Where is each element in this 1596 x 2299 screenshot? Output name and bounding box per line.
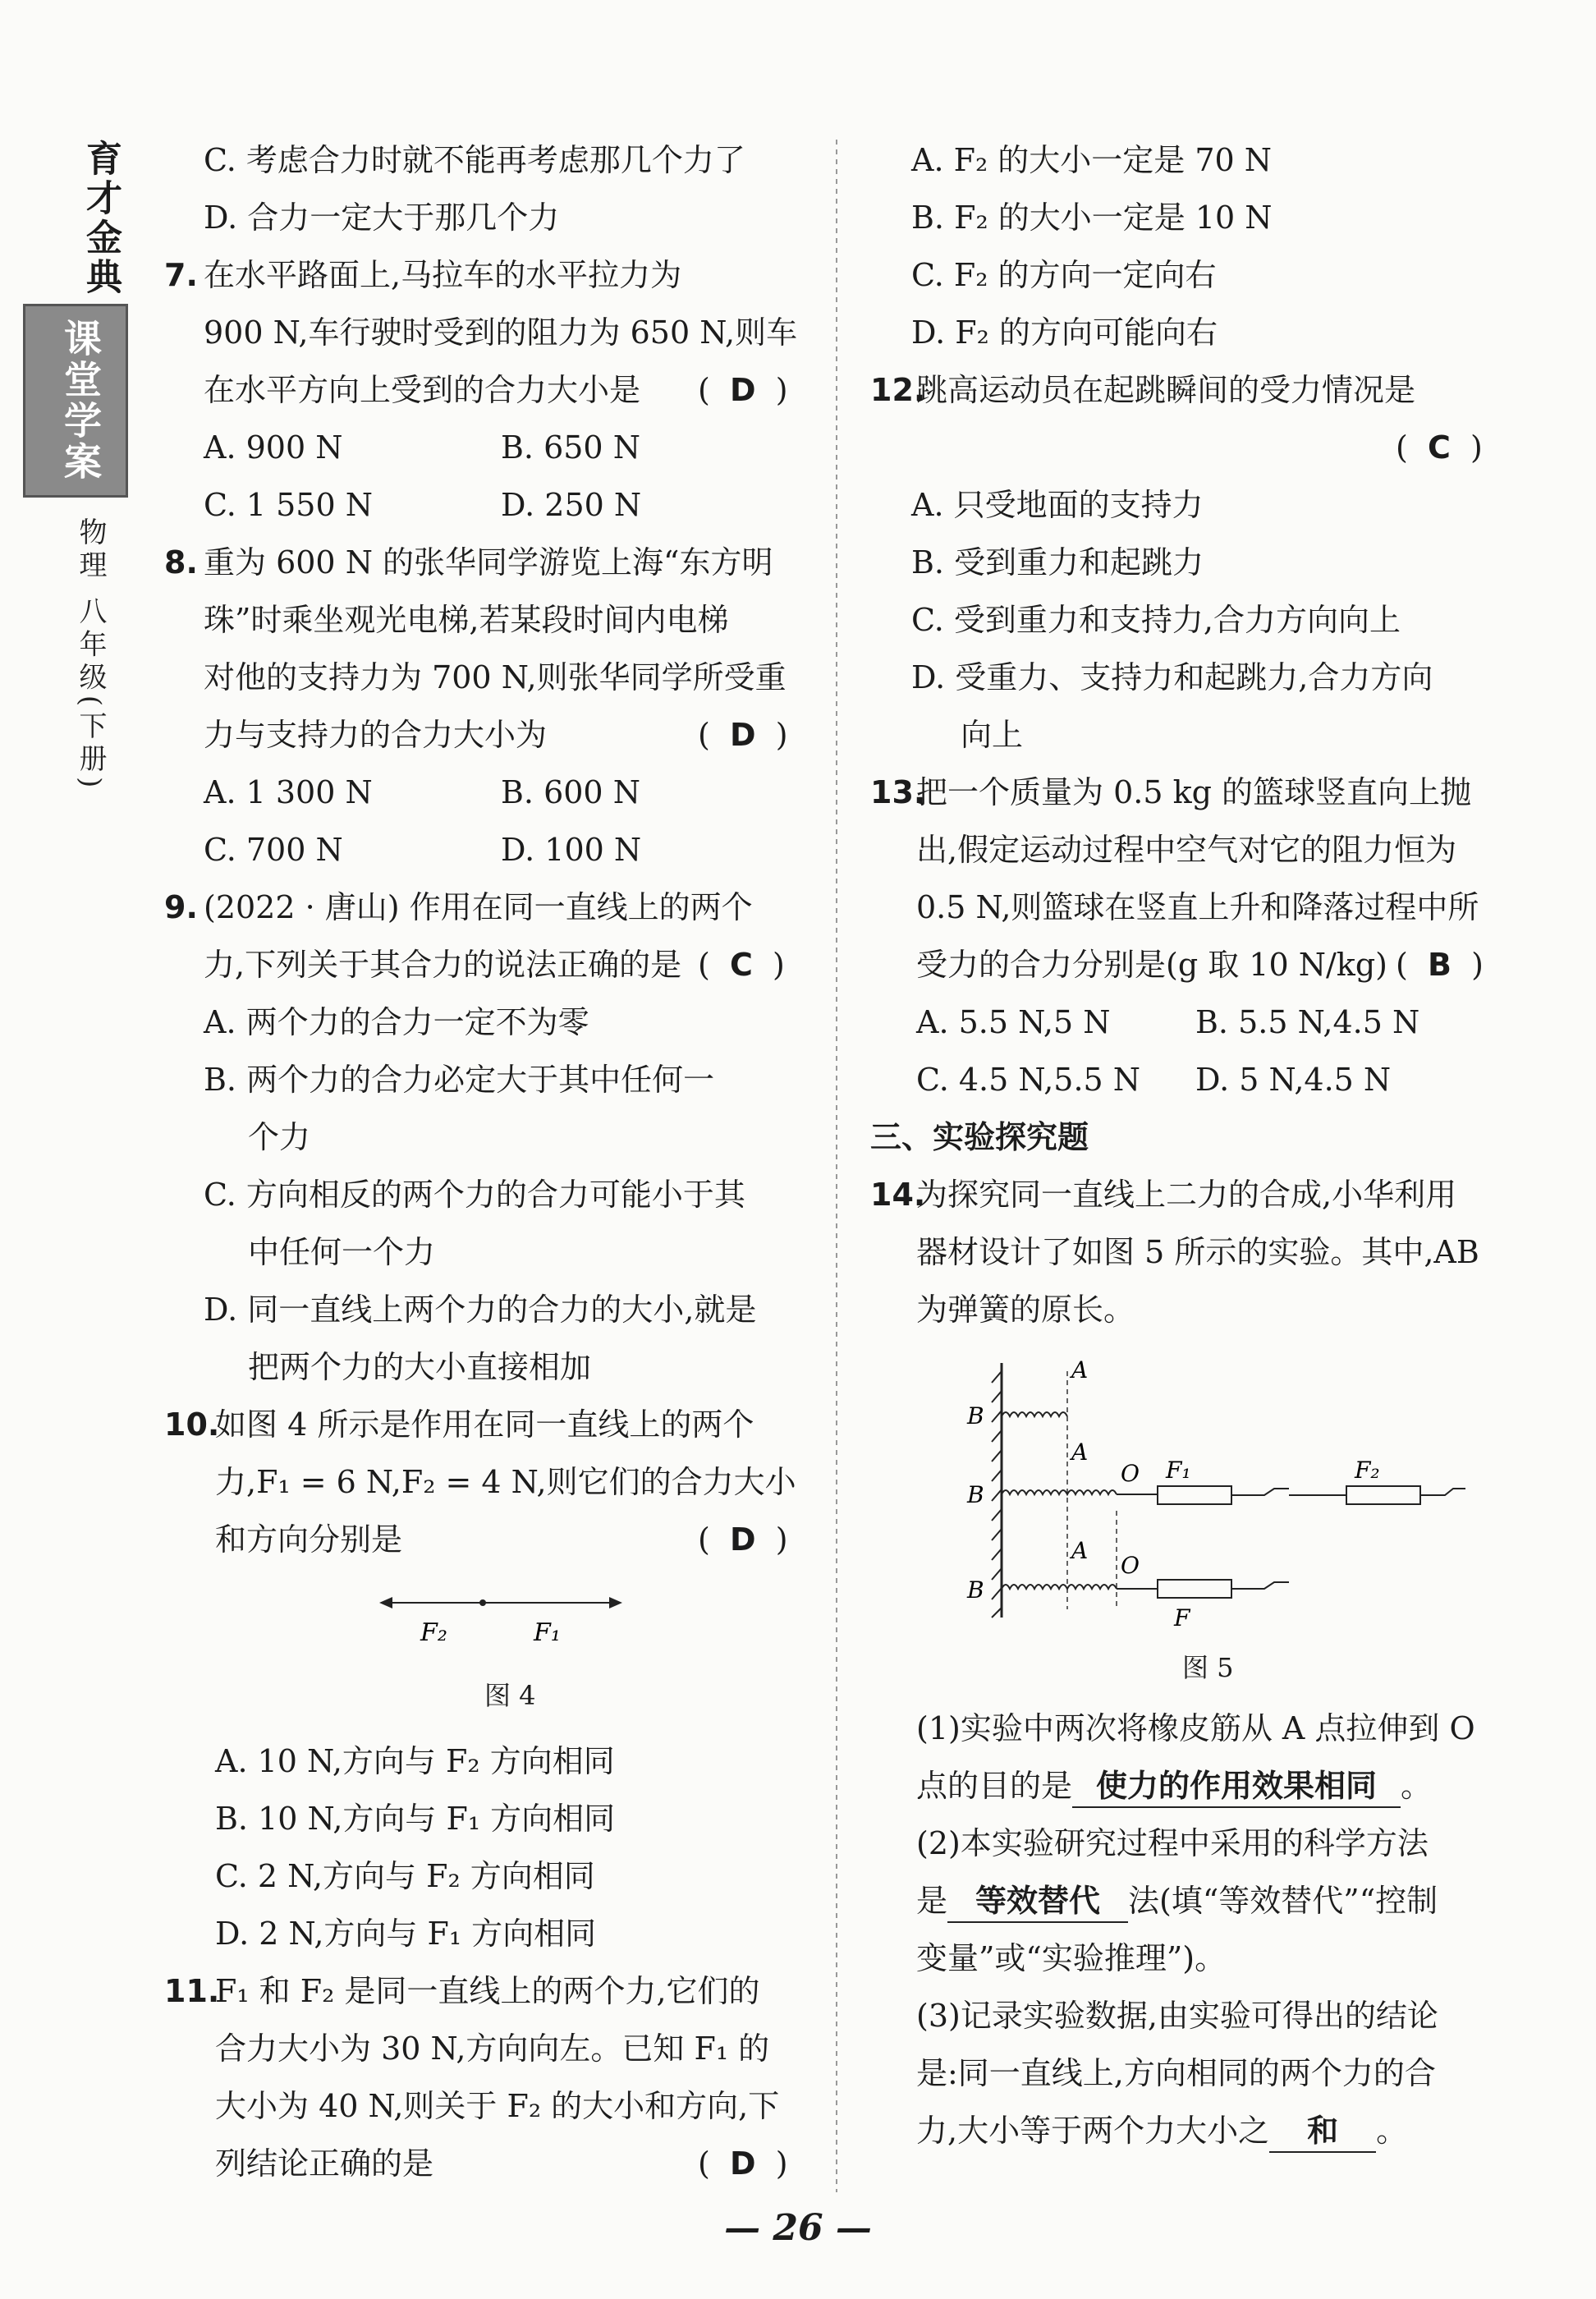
q13-number: 13. [870,774,926,810]
series-tag: 课堂学案 [23,304,128,498]
q12-answer-box: ( C ) [1396,429,1483,466]
q8-line: 力与支持力的合力大小为 [204,717,548,753]
q10-option: D. 2 N,方向与 F₁ 方向相同 [215,1916,597,1952]
q14-part1-line: (1)实验中两次将橡皮筋从 A 点拉伸到 O [916,1710,1475,1746]
brand-title: 育才金典 [80,140,122,297]
q14-part1-text: 点的目的是 [916,1768,1073,1804]
q9-line: (2022 · 唐山) 作用在同一直线上的两个 [204,889,753,925]
q11-line: F₁ 和 F₂ 是同一直线上的两个力,它们的 [215,1973,760,2009]
force-origin-point [479,1599,486,1606]
q11-option: C. F₂ 的方向一定向右 [911,257,1217,293]
spring-scale-f2 [1346,1486,1420,1504]
q8-number: 8. [164,544,198,580]
f2-label: F₂ [420,1618,447,1647]
q14-line: 为弹簧的原长。 [916,1292,1135,1328]
page-number: — 26 — [724,2207,872,2249]
hand-f2 [1420,1489,1465,1495]
spring-scale-f [1158,1580,1231,1598]
q7-line: 在水平路面上,马拉车的水平拉力为 [204,257,682,293]
q14-part3-line: (3)记录实验数据,由实验可得出的结论 [916,1998,1438,2034]
q12-line: 跳高运动员在起跳瞬间的受力情况是 [916,372,1416,408]
q8-line: 对他的支持力为 700 N,则张华同学所受重 [204,659,787,695]
q13-option-a: A. 5.5 N,5 N [916,1004,1111,1040]
label-a: A [1071,1356,1089,1384]
q14-part3-end: 。 [1376,2113,1408,2149]
q10-answer: D [729,1521,756,1558]
q8-option-a: A. 1 300 N [204,774,373,810]
q14-part2-line [916,1880,1438,1923]
section-heading: 三、实验探究题 [870,1119,1089,1155]
q14-part3-text: 力,大小等于两个力大小之 [916,2113,1270,2149]
q7-line: 900 N,车行驶时受到的阻力为 650 N,则车 [204,314,798,351]
q7-line: 在水平方向上受到的合力大小是 [204,372,641,408]
q8-answer-box: ( D ) [698,717,788,753]
column-divider [836,140,837,2192]
q13-line: 受力的合力分别是(g 取 10 N/kg) [916,947,1387,983]
q14-part1-end: 。 [1401,1768,1433,1804]
q11-answer-box: ( D ) [698,2145,788,2182]
q12-number: 12. [870,372,926,408]
label-o: O [1121,1552,1140,1579]
q10-line: 和方向分别是 [215,1521,403,1558]
q13-line: 0.5 N,则篮球在竖直上升和降落过程中所 [916,889,1479,925]
q9-answer-box: ( C ) [698,947,785,983]
q8-answer: D [729,717,756,753]
q9-option: B. 两个力的合力必定大于其中任何一 [204,1062,715,1098]
spring-stretched-one-force [1002,1585,1117,1589]
label-b: B [967,1481,984,1508]
q14-part2-line: 变量”或“实验推理”)。 [916,1940,1227,1976]
q12-option: 向上 [961,717,1024,753]
label-a: A [1071,1537,1089,1564]
q11-line: 大小为 40 N,则关于 F₂ 的大小和方向,下 [215,2088,780,2124]
q10-option: C. 2 N,方向与 F₂ 方向相同 [215,1858,595,1894]
q12-option: D. 受重力、支持力和起跳力,合力方向 [911,659,1433,695]
q9-option: 个力 [248,1119,311,1155]
label-o: O [1121,1460,1140,1487]
q7-number: 7. [164,257,198,293]
label-f2: F₂ [1355,1457,1380,1484]
q7-option-a: A. 900 N [204,429,343,466]
q10-number: 10. [164,1406,220,1443]
q11-number: 11. [164,1973,220,2009]
q7-answer: D [729,372,756,408]
q9-line: 力,下列关于其合力的说法正确的是 [204,947,682,983]
q11-option: D. F₂ 的方向可能向右 [911,314,1218,351]
figure-5-caption: 图 5 [1182,1652,1234,1683]
q14-part3-line [916,2110,1407,2153]
q14-part2-line: (2)本实验研究过程中采用的科学方法 [916,1825,1429,1861]
q14-part2-text: 法(填“等效替代”“控制 [1128,1883,1438,1919]
q11-answer: D [729,2145,756,2182]
wall-hatching [992,1371,1002,1618]
q11-option: B. F₂ 的大小一定是 10 N [911,200,1273,236]
q7-option-b: B. 650 N [501,429,640,466]
q14-line: 为探究同一直线上二力的合成,小华利用 [916,1177,1457,1213]
q9-answer: C [729,947,753,983]
q14-part3-blank[interactable]: 和 [1269,2110,1376,2153]
figure-5 [961,1355,1470,1634]
q10-option: B. 10 N,方向与 F₁ 方向相同 [215,1801,616,1837]
q12-option: A. 只受地面的支持力 [911,487,1204,523]
q9-number: 9. [164,889,198,925]
q9-option: C. 方向相反的两个力的合力可能小于其 [204,1177,745,1213]
q13-option-b: B. 5.5 N,4.5 N [1195,1004,1420,1040]
q13-line: 出,假定运动过程中空气对它的阻力恒为 [916,832,1457,868]
label-a: A [1071,1439,1089,1466]
q10-line: 如图 4 所示是作用在同一直线上的两个 [215,1406,754,1443]
spring-scale-f1 [1158,1486,1231,1504]
q7-option-c: C. 1 550 N [204,487,373,523]
q9-option: 把两个力的大小直接相加 [248,1349,592,1385]
q13-answer-box: ( B ) [1396,947,1484,983]
q14-number: 14. [870,1177,926,1213]
q12-option: C. 受到重力和支持力,合力方向向上 [911,602,1401,638]
q14-part1-blank[interactable]: 使力的作用效果相同 [1072,1765,1401,1808]
q14-line: 器材设计了如图 5 所示的实验。其中,AB [916,1234,1479,1270]
subject-label: 物理 八年级(下册) [74,517,107,793]
label-f: F [1174,1604,1190,1631]
q9-option: A. 两个力的合力一定不为零 [204,1004,589,1040]
hand-f1 [1231,1489,1289,1495]
q8-line: 珠”时乘坐观光电梯,若某段时间内电梯 [204,602,729,638]
q14-part3-line: 是:同一直线上,方向相同的两个力的合 [916,2055,1436,2091]
spring-stretched-two-forces [1002,1490,1117,1494]
q13-option-d: D. 5 N,4.5 N [1195,1062,1392,1098]
q9-option: 中任何一个力 [248,1234,436,1270]
f2-arrowhead [379,1597,392,1608]
label-f1: F₁ [1166,1457,1191,1484]
q13-line: 把一个质量为 0.5 kg 的篮球竖直向上抛 [916,774,1472,810]
label-b: B [967,1402,984,1429]
q14-part1-line [916,1765,1432,1808]
q8-option-c: C. 700 N [204,832,343,868]
spring-original [1002,1412,1067,1416]
q11-line: 列结论正确的是 [215,2145,434,2182]
label-b: B [967,1576,984,1604]
q14-part2-blank[interactable]: 等效替代 [947,1880,1128,1923]
q8-option-d: D. 100 N [501,832,642,868]
q13-option-c: C. 4.5 N,5.5 N [916,1062,1141,1098]
figure-4 [378,1585,624,1659]
f1-arrowhead [609,1597,622,1608]
q11-line: 合力大小为 30 N,方向向左。已知 F₁ 的 [215,2031,770,2067]
q12-answer: C [1427,429,1451,466]
q6-option-c: C. 考虑合力时就不能再考虑那几个力了 [204,142,745,178]
q6-option-d: D. 合力一定大于那几个力 [204,200,560,236]
q10-line: 力,F₁ = 6 N,F₂ = 4 N,则它们的合力大小 [215,1464,796,1500]
hand-f [1231,1582,1289,1589]
figure-4-caption: 图 4 [484,1680,536,1711]
q14-part2-text: 是 [916,1883,948,1919]
q13-answer: B [1427,947,1452,983]
q7-answer-box: ( D ) [698,372,788,408]
q8-option-b: B. 600 N [501,774,640,810]
q10-answer-box: ( D ) [698,1521,788,1558]
q9-option: D. 同一直线上两个力的合力的大小,就是 [204,1292,757,1328]
f1-label: F₁ [534,1618,561,1647]
q12-option: B. 受到重力和起跳力 [911,544,1204,580]
q10-option: A. 10 N,方向与 F₂ 方向相同 [215,1743,615,1779]
q7-option-d: D. 250 N [501,487,642,523]
q11-option: A. F₂ 的大小一定是 70 N [911,142,1273,178]
q8-line: 重为 600 N 的张华同学游览上海“东方明 [204,544,773,580]
